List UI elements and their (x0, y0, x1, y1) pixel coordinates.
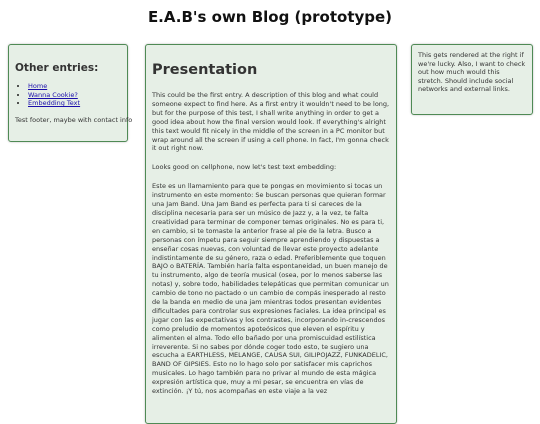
list-item (28, 99, 121, 108)
embedded-text: Este es un llamamiento para que te pongas en movimiento si tocas un instrumento en este momento: Se buscan personas que quieran formar una Jam Band. Una Jam Band es perfecta para ti si careces de la disciplina necesaria para ser un músico de Jazz y, a la vez, te falta creatividad para terminar de componer temas originales. No es para ti, en cambio, si te tomaste la anterior frase al pie de la letra. Busco a personas con ímpetu para seguir siempre aprendiendo y dispuestas a enseñar cosas nuevas, con voluntad de llevar este proyecto adelante indistintamente de su género, raza o edad. Preferiblemente que toquen BAJO o BATERÍA. También haría falta espontaneidad, un buen manejo de tu instrumento, algo de teoría musical (osea, por lo menos saberse las notas) y, sobre todo, habilidades telepáticas que permitan comunicar un cambio de tono no pactado o un cambio de compás inesperado al resto de la banda en medio de una jam mientras todos presentan evidentes dificultades para controlar sus expresiones faciales. La idea principal es jugar con las expectativas y los contrastes, incorporando in-crescendos como preludio de momentos apoteósicos que eleven el espíritu y alimenten el alma. Todo ello bañado por una promiscuidad estilística irreverente. Si no sabes por dónde coger todo esto, te sugiero una escucha a EARTHLESS, MELANGE, CAUSA SUI, GILIPOJAZZ, FUNKADELIC, BAND OF GIPSIES. Esto no lo hago solo por satisfacer mis caprichos musicales. Lo hago también para no privar al mundo de esta mágica expresión artística que, muy a mi pesar, se encuentra en vías de extinción. ¡Y tú, nos acompañas en este viaje a la vez (152, 182, 389, 396)
right-sidebar-text: This gets rendered at the right if we're lucky. Also, I want to check out how much would this stretch. Should include social networks and external links. (418, 51, 526, 93)
entry-title: Presentation (152, 62, 258, 78)
link-embedding-text[interactable]: Embedding Text (28, 99, 81, 107)
site-title: E.A.B's own Blog (prototype) (147, 8, 393, 26)
entry-paragraph: Looks good on cellphone, now let's test text embedding: (152, 163, 337, 172)
main-content (145, 44, 397, 424)
entries-list (15, 82, 121, 108)
link-home[interactable]: Home (28, 82, 48, 90)
right-sidebar (411, 44, 533, 115)
link-wanna-cookie[interactable]: Wanna Cookie? (28, 90, 78, 99)
list-item (28, 91, 121, 100)
sidebar-footer: Test footer, maybe with contact info (15, 115, 133, 124)
entry-paragraph: This could be the first entry. A description of this blog and what could someone expect to find here. As a first entry it wouldn't need to be long, but for the purpose of this test, I shall write anything in order to get a good idea about how the final version would look. If everything's alright this text would fit nicely in the middle of the screen in a PC monitor but wrap around all the screen if using a cell phone. In fact, I'm gonna check it out right now. (152, 91, 390, 153)
other-entries-heading: Other entries: (15, 62, 99, 74)
left-sidebar (8, 44, 133, 142)
list-item (28, 82, 121, 91)
